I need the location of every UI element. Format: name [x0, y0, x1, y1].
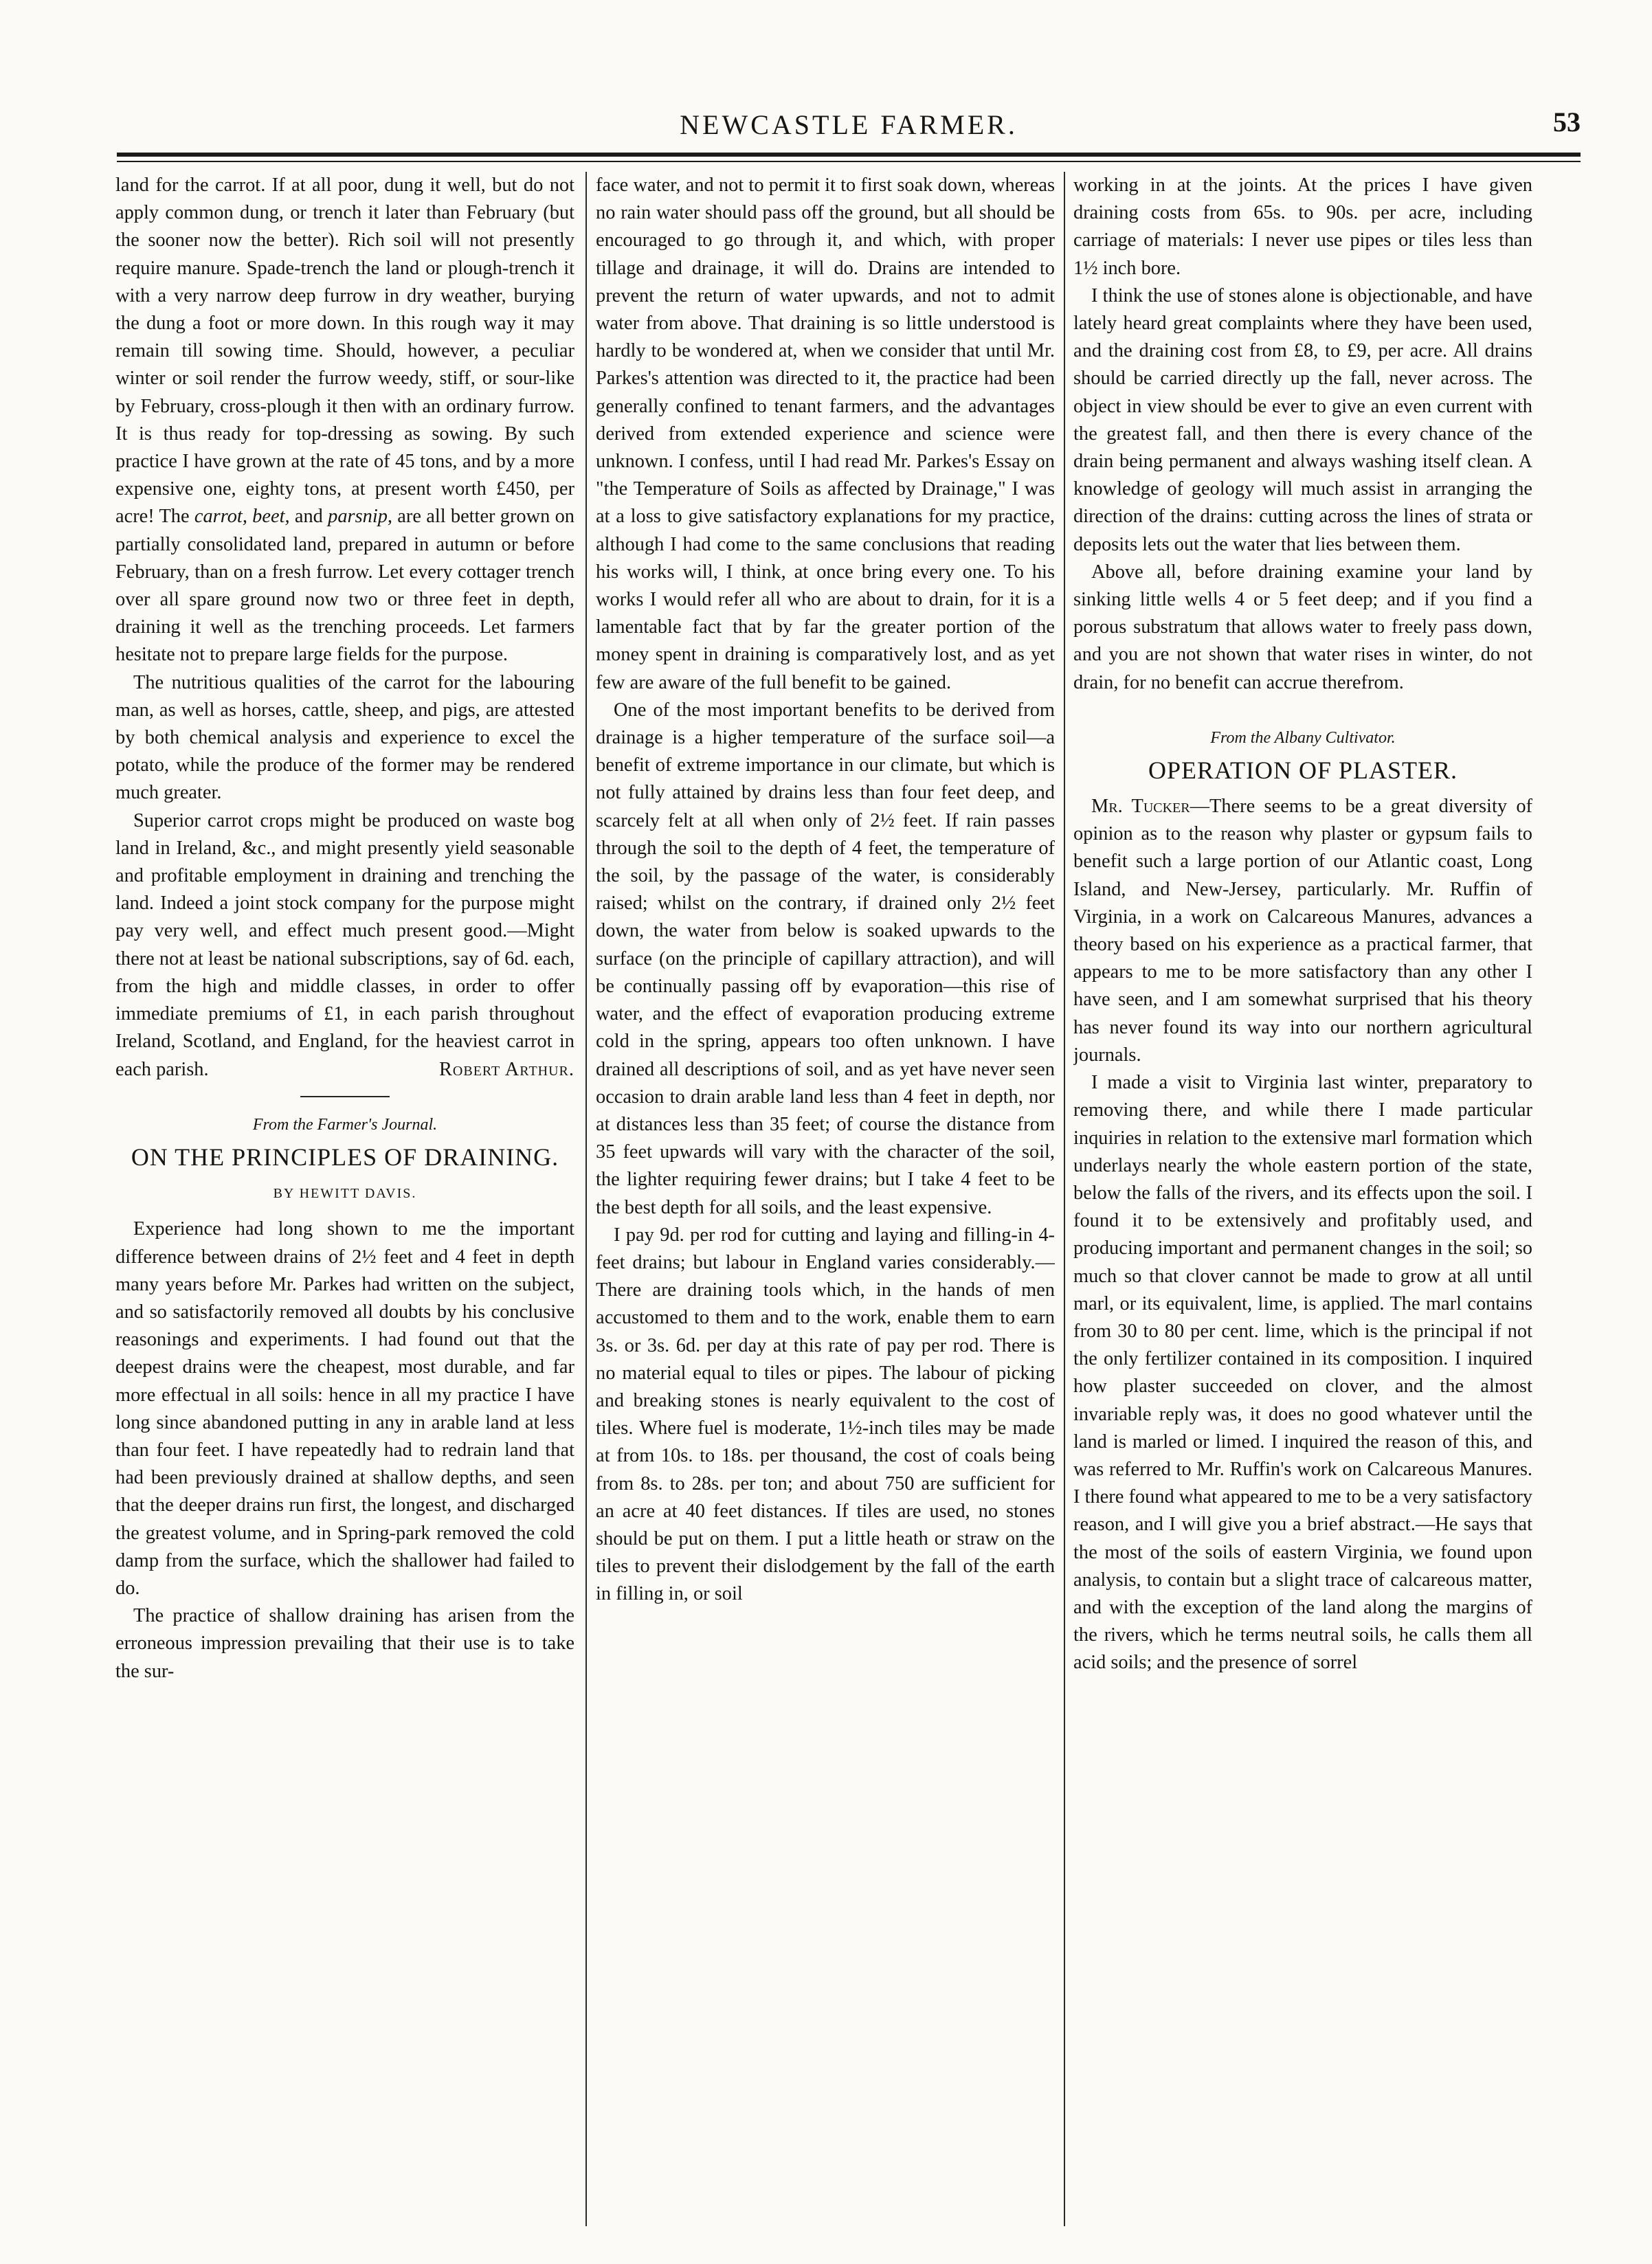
draining-paragraph-8: Above all, before draining examine your land by sinking little wells 4 or 5 feet deep; and if you find a porous substratum that allows water to freely pass down, and you are not shown that water rises in winter, do not drain, for no benefit can accrue therefrom. [1073, 561, 1532, 693]
running-title: NEWCASTLE FARMER. [680, 109, 1018, 140]
article-source: From the Farmer's Journal. [252, 1115, 438, 1134]
carrot-paragraph-1: land for the carrot. If at all poor, dung it well, but do not apply common dung, or trench it later than February (but the sooner now the better). Rich soil will not presently require manure. Spade-trench the land or plough-trench it with a very narrow deep furrow in dry weather, burying the dung a foot or more down. In this rough way it may remain till sowing time. Should, however, a peculiar winter or soil render the furrow weedy, stiff, or sour-like by February, cross-plough it then with an ordinary furrow. It is thus ready for top-dressing as sowing. By such practice I have grown at the rate of 45 tons, and by a more expensive one, eighty tons, at present worth £450, per acre! The carrot, beet, and parsnip, are all better grown on partially consolidated land, prepared in autumn or before February, than on a fresh furrow. Let every cottager trench over all spare ground now two or three feet in depth, draining it well as the trenching proceeds. Let farmers hesitate not to prepare large fields for the purpose. [115, 175, 574, 666]
carrot-paragraph-3: Superior carrot crops might be produced on waste bog land in Ireland, &c., and might presently yield seasonable and profitable employment in draining and trenching the land. Indeed a joint stock company for the purpose might pay very well, and effect much present good.—Might there not at least be national subscriptions, say of 6d. each, from the high and middle classes, in order to offer immediate premiums of £1, in each parish throughout Ireland, Scotland, and England, for the heaviest carrot in each parish. [115, 809, 574, 1080]
salutation: Mr. Tucker [1091, 796, 1190, 818]
column-1 [115, 172, 574, 2226]
carrot-beet-emphasis: carrot, beet, [194, 506, 290, 528]
draining-paragraph-1: Experience had long shown to me the important difference between drains of 2½ feet and 4 feet in depth many years before Mr. Parkes had written on the subject, and so satisfactorily removed all doubts by his conclusive reasonings and experiments. I had found out that the deepest drains were the cheapest, most durable, and far more effectual in all soils: hence in all my practice I have long since abandoned putting in any in arable land at less than four feet. I have repeatedly had to redrain land that had been previously drained at shallow depths, and seen that the deeper drains run first, the longest, and discharged the greatest volume, and in Spring-park removed the cold damp from the surface, which the shallower had failed to do. [115, 1218, 574, 1599]
draining-paragraph-4: One of the most important benefits to be derived from drainage is a higher temperature of the surface soil—a benefit of extreme importance in our climate, but which is not fully attained by drains less than four feet deep, and scarcely felt at all when only of 2½ feet. If rain passes through the soil to the depth of 4 feet, the temperature of the soil, by the passage of the water, is considerably raised; whilst on the contrary, if drained only 2½ feet down, the water from below is soaked upwards to the surface (on the principle of capillary attraction), and will be continually passing off by evaporation—this rise of water, and the effect of evaporation producing extreme cold in the spring, appears too often unknown. I have drained all descriptions of soil, and as yet have never seen occasion to drain arable land less than 4 feet in depth, nor at distances less than 35 feet; of course the distance from 35 feet upwards will vary with the character of the soil, the lighter requiring fewer drains; but I take 4 feet to be the best depth for all soils, and the least expensive. [596, 699, 1055, 1218]
article-source: From the Albany Cultivator. [1210, 728, 1396, 747]
article-gap [1073, 697, 1532, 720]
header-rule-thin [117, 161, 1581, 162]
article-title: ON THE PRINCIPLES OF DRAINING. [131, 1143, 559, 1172]
header-rule-thick [117, 153, 1581, 157]
author-signature: Robert Arthur. [438, 1058, 574, 1080]
plaster-paragraph-1: Mr. Tucker—There seems to be a great diversity of opinion as to the reason why plaster or gypsum fails to benefit such a large portion of our Atlantic coast, Long Island, and New-Jersey, particularly. Mr. Ruffin of Virginia, in a work on Calcareous Manures, advances a theory based on his experience as a practical farmer, that appears to me to be more satisfactory than any other I have seen, and I am somewhat surprised that his theory has never found its way into our northern agricultural journals. [1073, 796, 1532, 1066]
plaster-paragraph-2: I made a visit to Virginia last winter, preparatory to removing there, and while there I made particular inquiries in relation to the extensive marl formation which underlays nearly the whole eastern portion of the state, below the falls of the rivers, and its effects upon the soil. I found it to be extensively and profitably used, and producing important and permanent changes in the soil; so much so that clover cannot be made to grow at all until marl, or its equivalent, lime, is applied. The marl contains from 30 to 80 per cent. lime, which is the principal if not the only fertilizer contained in its composition. I inquired how plaster succeeded on clover, and the almost invariable reply was, it does no good whatever until the land is marled or limed. I inquired the reason of this, and was referred to Mr. Ruffin's work on Calcareous Manures. I there found what appeared to me to be a very satisfactory reason, and I will give you a brief abstract.—He says that the most of the soils of eastern Virginia, we found upon analysis, to contain but a slight trace of calcareous matter, and with the exception of the land along the margins of the rivers, which he terms neutral soils, he calls them all acid soils; and the presence of sorrel [1073, 1072, 1532, 1674]
column-divider-2 [1064, 172, 1065, 2226]
article-title: OPERATION OF PLASTER. [1148, 756, 1458, 785]
draining-paragraph-2: The practice of shallow draining has arisen from the erroneous impression prevailing that their use is to take the sur- [115, 1605, 574, 1682]
draining-paragraph-7: I think the use of stones alone is objectionable, and have lately heard great complaints where they have been used, and the draining cost from £8, to £9, per acre. All drains should be carried directly up the fall, never across. The object in view should be ever to give an even current with the greatest fall, and then there is every chance of the drain being permanent and always washing itself clean. A knowledge of geology will much assist in arranging the direction of the drains: cutting across the lines of strata or deposits lets out the water that lies between them. [1073, 284, 1532, 555]
column-3 [1073, 172, 1532, 2226]
page-number: 53 [1553, 107, 1581, 137]
article-separator [300, 1096, 390, 1097]
page-header [117, 103, 1581, 158]
draining-paragraph-3: face water, and not to permit it to first soak down, whereas no rain water should pass off the ground, but all should be encouraged to go through it, and which, with proper tillage and drainage, it will do. Drains are intended to prevent the return of water upwards, and not to admit water from above. That draining is so little understood is hardly to be wondered at, when we consider that until Mr. Parkes's attention was directed to it, the practice had been generally confined to tenant farmers, and the advantages derived from extended experience and science were unknown. I confess, until I had read Mr. Parkes's Essay on "the Temperature of Soils as affected by Drainage," I was at a loss to give satisfactory explanations for my practice, although I had come to the same conclusions that reading his works will, I think, at once bring every one. To his works I would refer all who are about to drain, for it is a lamentable fact that by far the greater portion of the money spent in draining is comparatively lost, and as yet few are aware of the full benefit to be gained. [596, 175, 1055, 693]
column-2 [596, 172, 1055, 2226]
column-divider-1 [585, 172, 587, 2226]
carrot-paragraph-2: The nutritious qualities of the carrot for the labouring man, as well as horses, cattle, sheep, and pigs, are attested by both chemical analysis and experience to excel the potato, while the produce of the former may be rendered much greater. [115, 671, 574, 804]
draining-paragraph-5: I pay 9d. per rod for cutting and laying and filling-in 4-feet drains; but labour in England varies considerably.—There are draining tools which, in the hands of men accustomed to them and to the work, enable them to earn 3s. or 3s. 6d. per day at this rate of pay per rod. There is no material equal to tiles or pipes. The labour of picking and breaking stones is nearly equivalent to the cost of tiles. Where fuel is moderate, 1½-inch tiles may be made at from 10s. to 18s. per thousand, the cost of coals being from 8s. to 28s. per ton; and about 750 are sufficient for an acre at 40 feet distances. If tiles are used, no stones should be put on them. I put a little heath or straw on the tiles to prevent their dislodgement by the fall of the earth in filling in, or soil [596, 1224, 1055, 1605]
parsnip-emphasis: parsnip, [328, 506, 393, 528]
draining-paragraph-6: working in at the joints. At the prices I have given draining costs from 65s. to 90s. per acre, including carriage of materials: I never use pipes or tiles less than 1½ inch bore. [1073, 175, 1532, 279]
article-byline: BY HEWITT DAVIS. [273, 1186, 417, 1202]
